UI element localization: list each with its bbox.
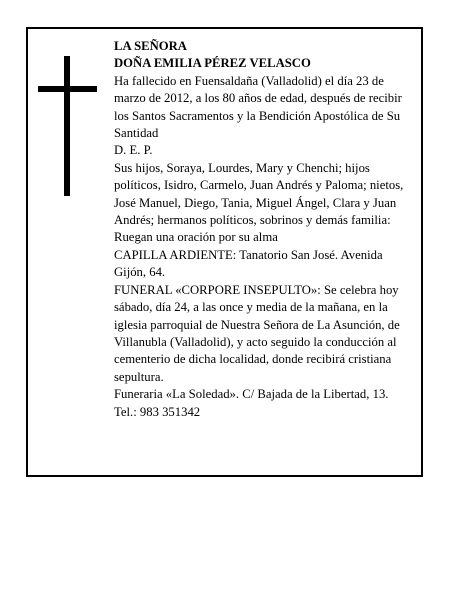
dep-line: D. E. P. xyxy=(114,143,153,158)
cross-horizontal-bar xyxy=(38,86,97,92)
funeral-info: FUNERAL «CORPORE INSEPULTO»: Se celebra hoy sábado, día 24, a las once y media de la mañana, en la iglesia parroquial de Nuestra Señora de La Asunción, de Villanubla (Valladolid), y acto seguido la conducción al cementerio de dicha localidad, donde recibirá cristiana sepultura. xyxy=(114,282,400,384)
notice-body xyxy=(114,38,412,421)
funeral-home-info: Funeraria «La Soledad». C/ Bajada de la Libertad, 13. Tel.: 983 351342 xyxy=(114,387,389,419)
chapel-info: CAPILLA ARDIENTE: Tanatorio San José. Avenida Gijón, 64. xyxy=(114,247,383,280)
prayer-request: Ruegan una oración por su alma xyxy=(114,230,278,245)
death-info: Ha fallecido en Fuensaldaña (Valladolid) el día 23 de marzo de 2012, a los 80 años de edad, después de recibir los Santos Sacramentos y la Bendición Apostólica de Su Santidad xyxy=(114,73,402,141)
family-list: Sus hijos, Soraya, Lourdes, Mary y Chenchi; hijos políticos, Isidro, Carmelo, Juan Andrés y Paloma; nietos, José Manuel, Diego, Tania, Miguel Ángel, Clara y Juan Andrés; hermanos políticos, sobrinos y demás familia: xyxy=(114,160,404,228)
deceased-name: DOÑA EMILIA PÉREZ VELASCO xyxy=(114,56,311,71)
notice-title: LA SEÑORA xyxy=(114,39,187,53)
cross-vertical-bar xyxy=(64,56,70,196)
